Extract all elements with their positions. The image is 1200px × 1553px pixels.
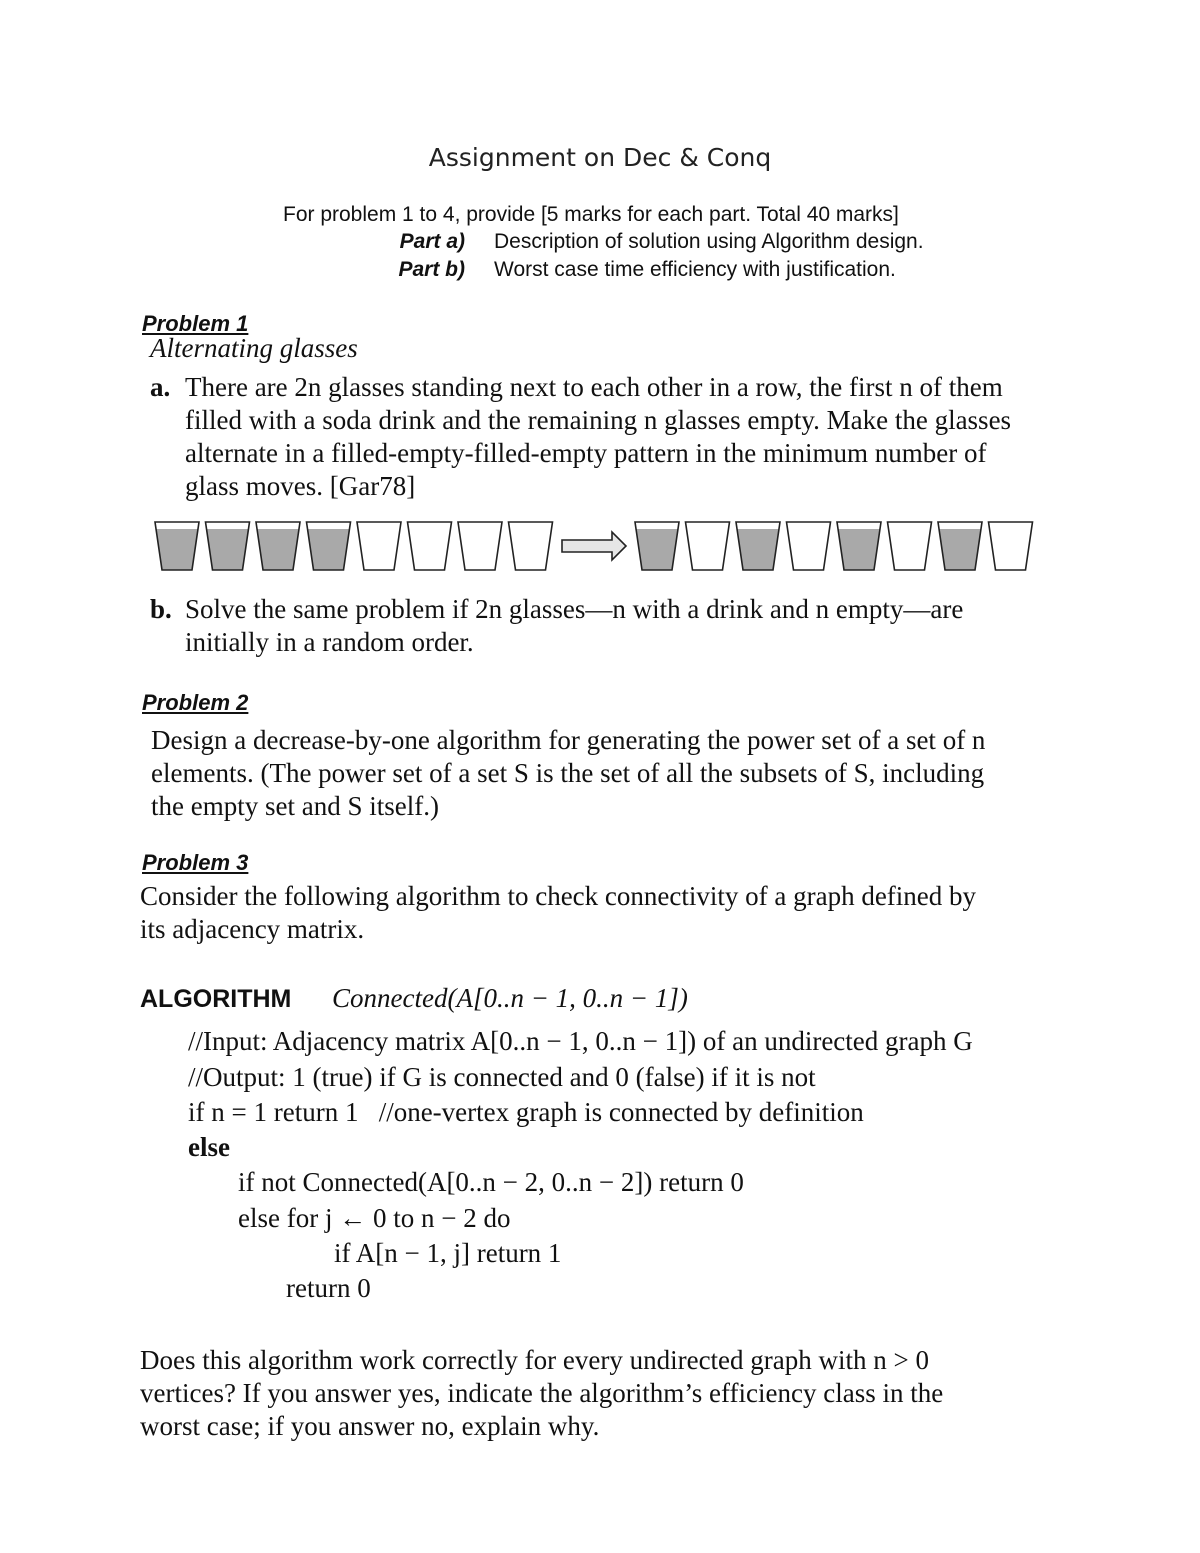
question-line: vertices? If you answer yes, indicate the algorithm’s efficiency class in the	[140, 1378, 944, 1408]
filled-glass	[307, 522, 351, 570]
page-title: Assignment on Dec & Conq	[428, 143, 772, 172]
algorithm-line-else: else	[188, 1132, 230, 1162]
intro-text: For problem 1 to 4, provide [5 marks for each part. Total 40 marks]	[283, 203, 899, 226]
problem-2-heading: Problem 2	[142, 690, 249, 715]
problem-2-line: Design a decrease-by-one algorithm for generating the power set of a set of n	[151, 725, 986, 755]
empty-glass	[989, 522, 1033, 570]
question-line: Does this algorithm work correctly for every undirected graph with n > 0	[140, 1345, 929, 1375]
problem-1a-line: alternate in a filled-empty-filled-empty pattern in the minimum number of	[185, 438, 987, 468]
algorithm-line-if-a: if A[n − 1, j] return 1	[334, 1238, 562, 1268]
empty-glass	[888, 522, 932, 570]
empty-glass	[357, 522, 401, 570]
filled-glass	[155, 522, 199, 570]
filled-glass	[206, 522, 250, 570]
filled-glass	[635, 522, 679, 570]
problem-3-heading: Problem 3	[142, 850, 249, 875]
algorithm-line-if: if n = 1 return 1 //one-vertex graph is connected by definition	[188, 1097, 864, 1127]
glasses-figure	[150, 518, 1040, 574]
part-a-text: Description of solution using Algorithm design.	[494, 230, 924, 253]
question-line: worst case; if you answer no, explain why.	[140, 1411, 600, 1441]
problem-2-line: elements. (The power set of a set S is the set of all the subsets of S, including	[151, 758, 985, 788]
filled-glass	[736, 522, 780, 570]
filled-glass	[938, 522, 982, 570]
empty-glass	[787, 522, 831, 570]
empty-glass	[458, 522, 502, 570]
algorithm-line-return: return 0	[286, 1273, 371, 1303]
empty-glass	[686, 522, 730, 570]
part-b-label: Part b)	[398, 258, 465, 281]
empty-glass	[408, 522, 452, 570]
problem-1-heading: Problem 1	[142, 311, 249, 336]
part-a-label: Part a)	[399, 230, 465, 253]
problem-1-subtitle: Alternating glasses	[150, 333, 358, 363]
algorithm-signature: Connected(A[0..n − 1, 0..n − 1])	[332, 983, 688, 1013]
problem-3-question	[140, 1344, 943, 1443]
problem-1a-text	[185, 371, 1011, 503]
problem-2-text	[151, 724, 985, 823]
part-b-text: Worst case time efficiency with justification.	[494, 258, 896, 281]
problem-3-line: its adjacency matrix.	[140, 914, 365, 944]
item-b-label: b.	[150, 594, 172, 624]
algorithm-keyword: ALGORITHM	[140, 985, 292, 1013]
algorithm-input-comment: //Input: Adjacency matrix A[0..n − 1, 0..n − 1]) of an undirected graph G	[188, 1026, 973, 1056]
problem-1a-line: filled with a soda drink and the remaining n glasses empty. Make the glasses	[185, 405, 1012, 435]
item-a-label: a.	[150, 372, 171, 402]
problem-1b-line: initially in a random order.	[185, 627, 474, 657]
problem-1b-line: Solve the same problem if 2n glasses—n with a drink and n empty—are	[185, 594, 964, 624]
glasses-after-row	[635, 522, 1033, 570]
glasses-before-row	[155, 522, 553, 570]
algorithm-line-if-not: if not Connected(A[0..n − 2, 0..n − 2]) return 0	[238, 1167, 744, 1197]
filled-glass	[256, 522, 300, 570]
problem-2-line: the empty set and S itself.)	[151, 791, 439, 821]
filled-glass	[837, 522, 881, 570]
algorithm-output-comment: //Output: 1 (true) if G is connected and 0 (false) if it is not	[188, 1062, 816, 1092]
algorithm-line-for: else for j ← 0 to n − 2 do	[238, 1203, 511, 1233]
problem-3-text	[140, 880, 976, 946]
problem-3-line: Consider the following algorithm to check connectivity of a graph defined by	[140, 881, 977, 911]
problem-1b-text	[185, 593, 963, 659]
problem-1a-line: glass moves. [Gar78]	[185, 471, 416, 501]
right-arrow-icon	[562, 532, 626, 560]
empty-glass	[509, 522, 553, 570]
problem-1a-line: There are 2n glasses standing next to each other in a row, the first n of them	[185, 372, 1003, 402]
